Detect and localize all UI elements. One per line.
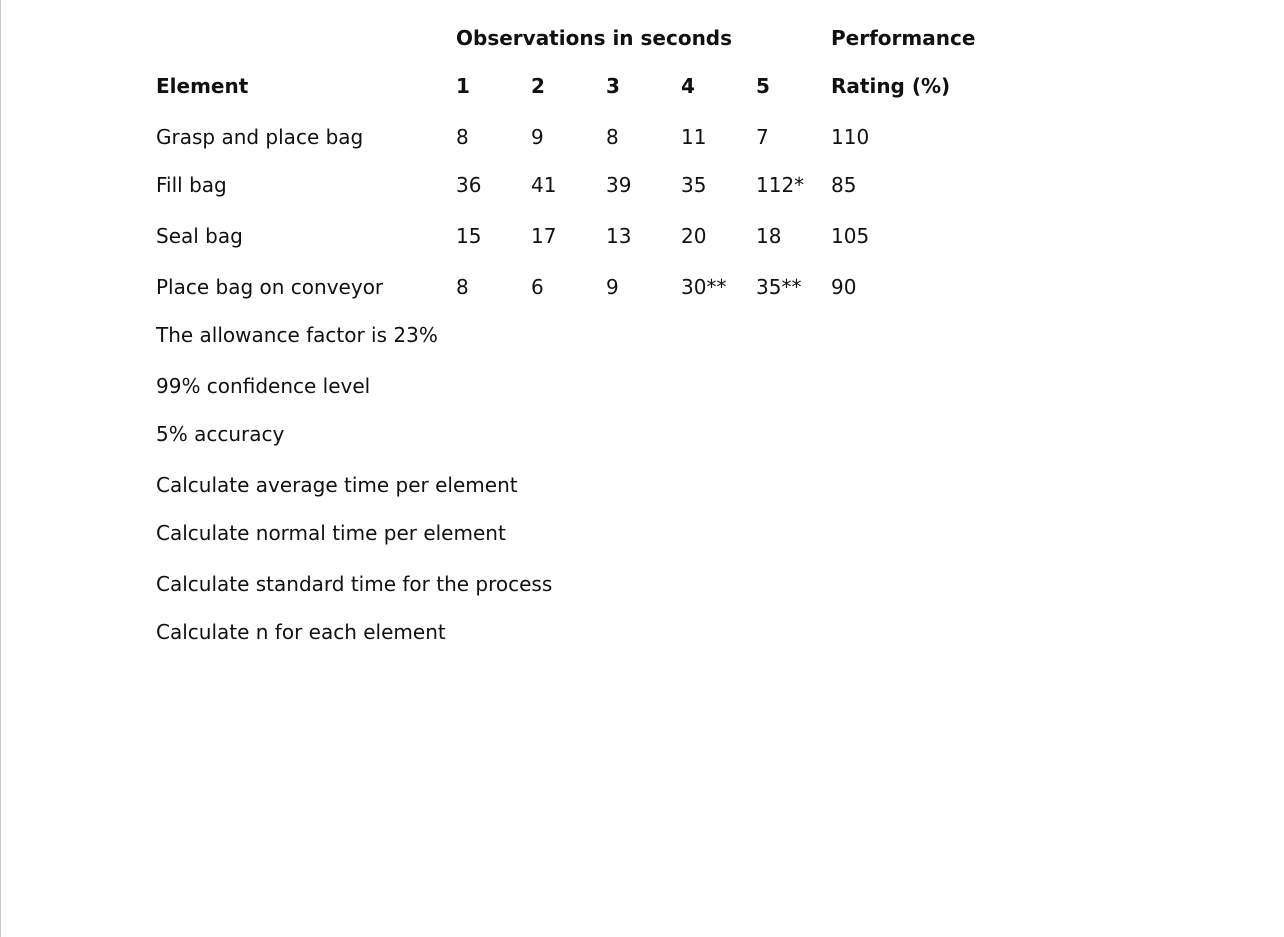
task-sample-size: Calculate n for each element bbox=[156, 620, 446, 644]
column-header-obs-3: 3 bbox=[606, 74, 620, 98]
column-header-obs-1: 1 bbox=[456, 74, 470, 98]
column-header-obs-4: 4 bbox=[681, 74, 695, 98]
note-allowance-factor: The allowance factor is 23% bbox=[156, 323, 438, 347]
table-cell-obs-2: 6 bbox=[531, 275, 544, 299]
table-cell-element: Place bag on conveyor bbox=[156, 275, 384, 299]
table-cell-rating: 105 bbox=[831, 224, 870, 248]
table-cell-element: Seal bag bbox=[156, 224, 243, 248]
table-cell-rating: 110 bbox=[831, 125, 870, 149]
table-cell-obs-2: 41 bbox=[531, 173, 557, 197]
table-cell-obs-4: 30** bbox=[681, 275, 727, 299]
table-cell-obs-1: 36 bbox=[456, 173, 482, 197]
table-cell-obs-5: 7 bbox=[756, 125, 769, 149]
table-cell-element: Grasp and place bag bbox=[156, 125, 364, 149]
task-normal-time: Calculate normal time per element bbox=[156, 521, 506, 545]
column-header-obs-2: 2 bbox=[531, 74, 545, 98]
performance-header: Performance bbox=[831, 26, 976, 50]
table-cell-rating: 90 bbox=[831, 275, 857, 299]
column-header-element: Element bbox=[156, 74, 249, 98]
note-confidence-level: 99% confidence level bbox=[156, 374, 371, 398]
table-cell-obs-1: 8 bbox=[456, 125, 469, 149]
note-accuracy: 5% accuracy bbox=[156, 422, 285, 446]
table-cell-obs-5: 18 bbox=[756, 224, 782, 248]
table-cell-obs-3: 8 bbox=[606, 125, 619, 149]
table-cell-element: Fill bag bbox=[156, 173, 227, 197]
table-cell-obs-1: 8 bbox=[456, 275, 469, 299]
table-cell-obs-2: 17 bbox=[531, 224, 557, 248]
table-cell-obs-4: 35 bbox=[681, 173, 707, 197]
table-cell-obs-5: 35** bbox=[756, 275, 802, 299]
table-cell-obs-1: 15 bbox=[456, 224, 482, 248]
table-cell-obs-3: 9 bbox=[606, 275, 619, 299]
table-cell-obs-3: 39 bbox=[606, 173, 632, 197]
observations-group-header: Observations in seconds bbox=[456, 26, 733, 50]
column-header-rating: Rating (%) bbox=[831, 74, 951, 98]
task-average-time: Calculate average time per element bbox=[156, 473, 518, 497]
column-header-obs-5: 5 bbox=[756, 74, 770, 98]
table-cell-obs-5: 112* bbox=[756, 173, 805, 197]
table-cell-obs-4: 20 bbox=[681, 224, 707, 248]
table-cell-obs-4: 11 bbox=[681, 125, 707, 149]
table-cell-obs-3: 13 bbox=[606, 224, 632, 248]
table-cell-obs-2: 9 bbox=[531, 125, 544, 149]
task-standard-time: Calculate standard time for the process bbox=[156, 572, 553, 596]
table-cell-rating: 85 bbox=[831, 173, 857, 197]
